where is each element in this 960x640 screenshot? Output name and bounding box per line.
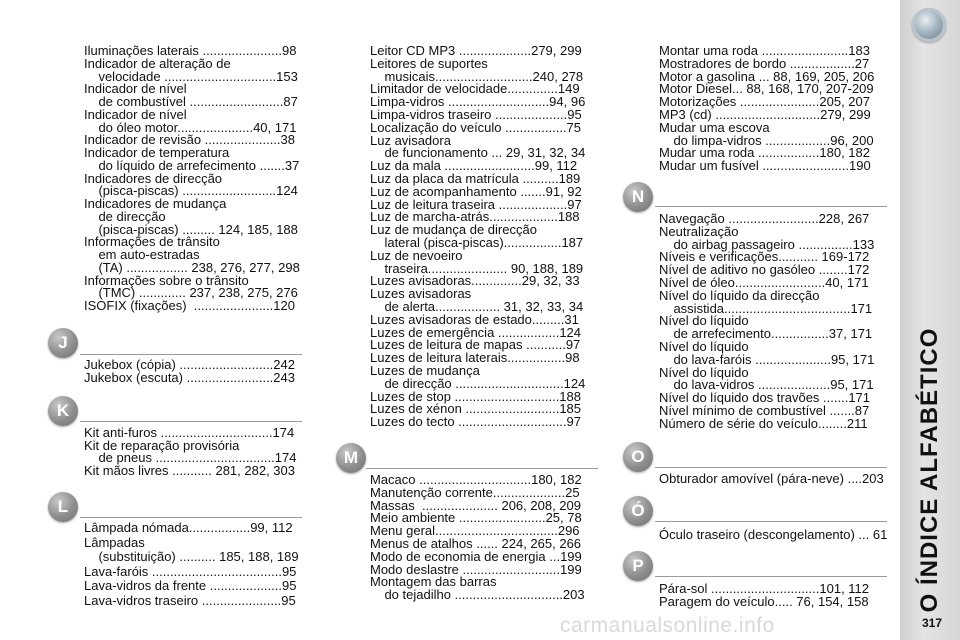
index-entry: Kit de reparação provisória [84,437,240,453]
section-divider-o-acute [655,521,887,522]
index-entry: Indicador de alteração de [84,55,231,71]
index-entry: MP3 (cd) .............................279, 299 [659,107,871,122]
index-entry: Luz de acompanhamento .......91, 92 [370,183,582,199]
index-entry: Luzes de leitura laterais................98 [370,350,580,366]
index-entry: Lava-vidros da frente ....................95 [84,578,297,593]
section-divider-l [80,517,302,518]
index-entry: Luz de mudança de direcção [370,222,537,238]
index-entry: do tejadilho ..............................203 [370,587,585,603]
index-entry: lateral (pisca-piscas)................187 [370,235,584,250]
index-entry: Leitor CD MP3 ....................279, 299 [370,43,582,58]
index-entry: Nível de óleo.........................40, 171 [659,275,869,290]
section-divider-p [655,576,887,577]
index-entry: velocidade ...............................153 [84,68,298,84]
index-entry: Luzes de leitura de mapas ...........97 [370,337,581,353]
index-entry: Luzes de stop .............................188 [370,388,581,404]
index-entry: de combustível ..........................87 [84,94,298,109]
index-entry: Motor a gasolina ... 88, 169, 205, 206 [659,68,875,84]
index-entry: de funcionamento ... 29, 31, 32, 34 [370,145,586,161]
index-entry: ISOFIX (fixações) ......................120 [84,298,295,313]
index-entry: do airbag passageiro ...............133 [659,236,875,252]
index-entry: em auto-estradas [84,247,200,262]
index-entry: Modo de economia de energia ...199 [370,548,582,564]
index-entry: Jukebox (cópia) ..........................242 [84,357,295,372]
index-entry: do limpa-vidros ..................96, 200 [659,132,874,148]
index-entry: Mostradores de bordo ..................27 [659,55,870,71]
index-entry: do óleo motor.....................40, 171 [84,119,297,135]
index-entry: Luz de marcha-atrás...................188 [370,209,580,225]
index-entry: Kit anti-furos ...............................174 [84,425,295,440]
index-entry: Meio ambiente ........................25, 78 [370,510,582,526]
section-divider-o [655,467,887,468]
index-entry: Óculo traseiro (descongelamento) ... 61 [659,527,888,542]
index-entry: Indicadores de direcção [84,170,223,186]
index-entry: Indicador de revisão .....................38 [84,132,295,148]
index-entry: Limitador de velocidade..............149 [370,81,580,97]
index-entry: traseira...................... 90, 188, 189 [370,260,584,276]
index-entry: Mudar uma roda .................180, 182 [659,145,870,161]
index-entry: do lava-vidros ....................95, 171 [659,377,874,393]
index-entry: Massas ..................... 206, 208, 209 [370,497,581,513]
section-badge-j: J [48,328,78,358]
index-entry: Modo deslastre ...........................199 [370,561,582,577]
section-divider-j [80,354,302,355]
index-entry: do líquido de arrefecimento .......37 [84,157,300,173]
watermark: carmanualsonline.info [560,614,775,637]
index-entry: de pneus .................................174 [84,450,297,465]
index-entry: Luzes de emergência .................124 [370,324,582,340]
index-entry: Luzes do tecto ..............................97 [370,414,581,430]
index-entry: Montar uma roda ........................183 [659,43,870,58]
section-badge-o-acute: Ó [623,496,653,526]
index-entry: Leitores de suportes [370,55,488,71]
index-entry: Luz da mala .........................99, 112 [370,158,578,174]
index-entry: Kit mãos livres ........... 281, 282, 303 [84,462,295,478]
index-entry: de direcção ..............................124 [370,375,586,391]
index-entry: de direcção [84,208,166,224]
index-entry: Localização do veículo .................75 [370,119,582,135]
index-entry: de arrefecimento................37, 171 [659,326,873,342]
index-entry: Luz de nevoeiro [370,247,463,263]
index-entry: musicais...........................240, 278 [370,68,584,84]
section-badge-o: O [623,442,653,472]
index-entry: Luzes avisadoras..............29, 32, 33 [370,273,580,289]
index-entry: Motor Diesel... 88, 168, 170, 207-209 [659,81,874,97]
chapter-emblem-icon [912,8,946,42]
index-entry: Motorizações ......................205, 207 [659,94,870,110]
index-entry: Luzes de xénon ..........................185 [370,401,582,417]
section-badge-k: K [48,396,78,426]
index-entry: Mudar uma escova [659,119,770,135]
index-entry: Informações sobre o trânsito [84,272,249,288]
index-entry: Nível do líquido da direcção [659,287,820,303]
index-entry: Nível do líquido [659,364,749,380]
index-entry: (TMC) ............. 237, 238, 275, 276 [84,285,298,301]
index-entry: de alerta.................. 31, 32, 33, 34 [370,299,584,314]
index-entry: Indicador de nível [84,106,187,122]
index-entry: (pisca-piscas) ......... 124, 185, 188 [84,221,298,237]
chapter-sidebar [900,0,960,640]
index-entry: Nível de aditivo no gasóleo ........172 [659,262,870,278]
index-entry: Pára-sol ..............................101, 112 [659,581,870,596]
index-entry: Indicador de nível [84,81,187,97]
index-entry: Navegação .........................228, 267 [659,211,870,226]
index-entry: Lâmpadas [84,534,145,550]
index-entry: Macaco ...............................180, 182 [370,472,582,487]
index-entry: Luz de leitura traseira ...................97 [370,196,582,212]
chapter-title: O ÍNDICE ALFABÉTICO [916,327,943,613]
index-entry: Nível do líquido [659,339,749,354]
index-entry: Montagem das barras [370,574,497,590]
section-divider-k [80,421,302,422]
index-entry: Menus de atalhos ...... 224, 265, 266 [370,536,582,551]
section-badge-n: N [623,182,653,212]
index-entry: Jukebox (escuta) ........................243 [84,370,295,385]
index-entry: Nível do líquido dos travões .......171 [659,390,871,406]
index-entry: Níveis e verificações........... 169-172 [659,249,870,265]
index-entry: Mudar um fusível ........................190 [659,158,871,174]
index-entry: Obturador amovível (pára-neve) ....203 [659,471,884,486]
section-divider-m [366,468,598,469]
index-entry: Lava-vidros traseiro ......................95 [84,592,296,608]
index-entry: assistida...................................171 [659,300,873,316]
index-entry: Luz da placa da matrícula ..........189 [370,171,581,186]
index-entry: Lâmpada nómada.................99, 112 [84,520,293,535]
index-entry: Menu geral..................................296 [370,523,580,539]
section-badge-m: M [336,443,366,473]
index-entry: Nível do líquido [659,313,749,329]
index-entry: (substituição) .......... 185, 188, 189 [84,549,299,564]
page-number: 317 [921,616,942,630]
section-badge-l: L [48,492,78,522]
index-entry: Limpa-vidros traseiro ....................95 [370,107,582,122]
index-entry: do lava-faróis .....................95, 171 [659,351,875,367]
index-entry: Informações de trânsito [84,234,220,250]
index-entry: Nível mínimo de combustível .......87 [659,403,870,418]
index-entry: Indicador de temperatura [84,145,230,160]
index-entry: Luzes de mudança [370,363,480,378]
index-entry: Luzes avisadoras [370,286,472,302]
index-entry: Iluminações laterais ......................98 [84,43,297,58]
index-entry: Neutralização [659,223,739,239]
index-entry: (pisca-piscas) ..........................124 [84,183,298,199]
index-entry: Limpa-vidros ............................94, 96 [370,94,586,110]
index-entry: Paragem do veículo..... 76, 154, 158 [659,594,869,609]
index-entry: Luz avisadora [370,132,451,148]
index-entry: Indicadores de mudança [84,196,227,211]
section-badge-p: P [623,551,653,581]
section-divider-n [655,206,887,207]
index-entry: Lava-faróis ....................................95 [84,563,297,579]
index-entry: Número de série do veículo........211 [659,415,868,431]
index-entry: (TA) ................. 238, 276, 277, 298 [84,259,300,275]
index-entry: Luzes avisadoras de estado.........31 [370,311,579,327]
index-entry: Manutenção corrente....................25 [370,484,580,500]
